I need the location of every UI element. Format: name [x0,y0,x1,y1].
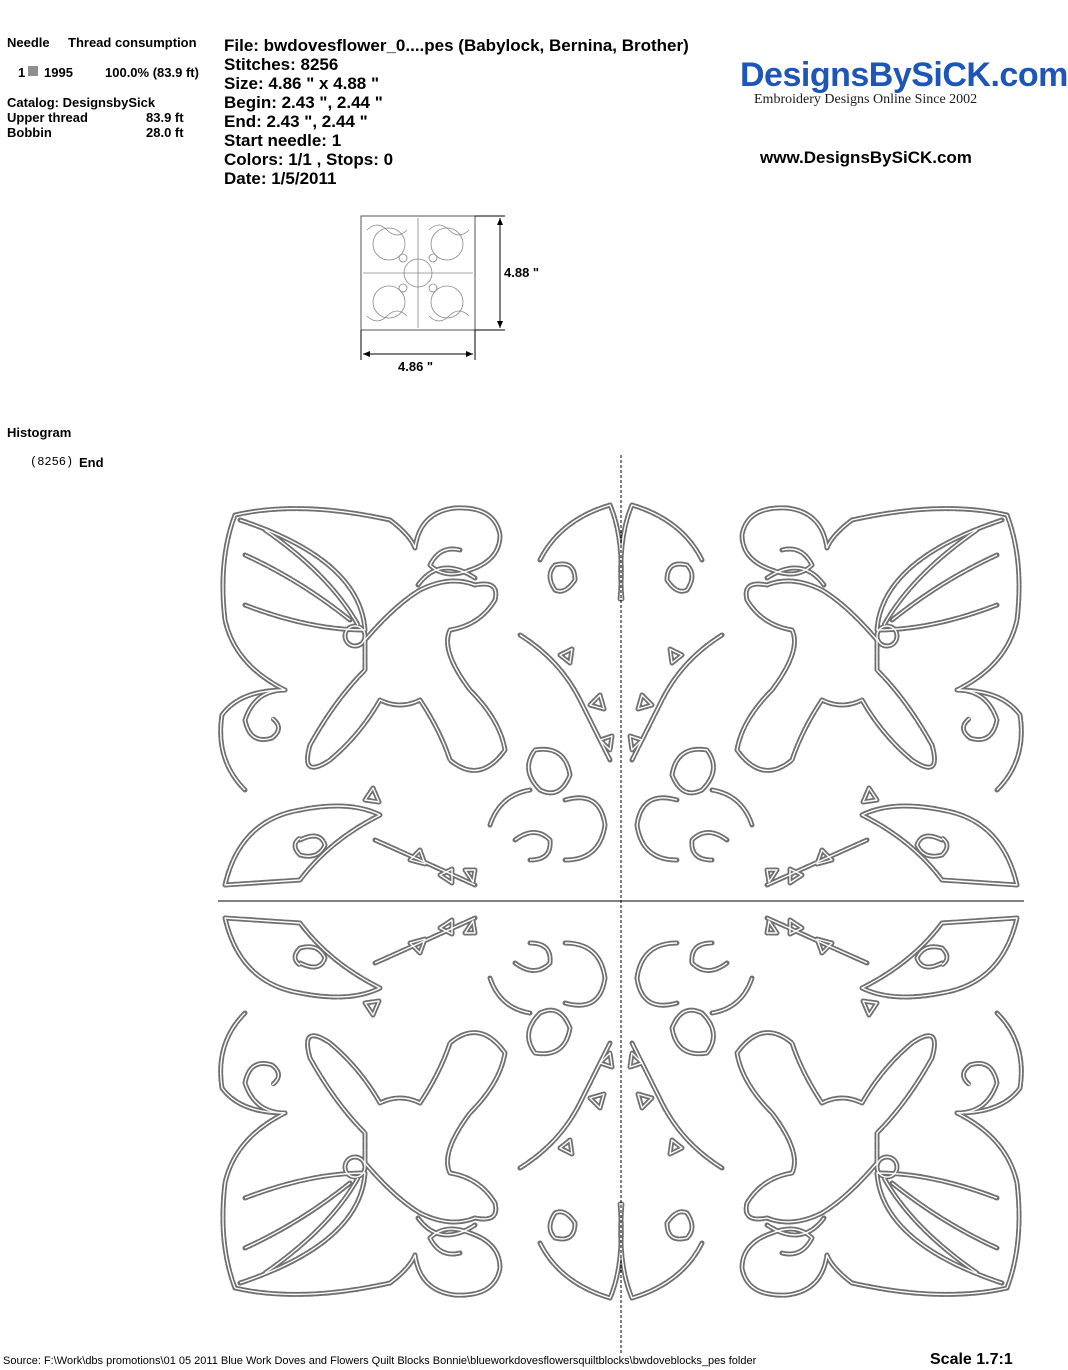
quadrant-top-right [621,505,1022,885]
thumbnail-height-label: 4.88 " [504,265,540,280]
bobbin-label: Bobbin [7,125,52,140]
design-thumbnail [355,210,555,380]
colors-stops: Colors: 1/1 , Stops: 0 [224,150,394,169]
website-link[interactable]: www.DesignsBySiCK.com [760,148,972,167]
quadrant-bottom-right [621,918,1022,1298]
stitch-count: Stitches: 8256 [224,55,339,74]
scale-label: Scale 1.7:1 [930,1351,1013,1368]
design-date: Date: 1/5/2011 [224,169,337,188]
quadrant-top-left [221,505,622,885]
begin-position: Begin: 2.43 ", 2.44 " [224,93,383,112]
end-position: End: 2.43 ", 2.44 " [224,112,368,131]
thread-code: 1995 [44,65,73,80]
histogram-end-label: End [79,455,104,470]
upper-thread-value: 83.9 ft [146,110,184,125]
thread-consumption-header: Thread consumption [68,35,197,50]
histogram-title: Histogram [7,425,72,440]
needle-number: 1 [18,65,26,80]
file-name: File: bwdovesflower_0....pes (Babylock, Bernina, Brother) [224,36,689,55]
brand-logo: DesignsBySiCK.com [740,56,1068,94]
thumbnail-width-label: 4.86 " [398,359,434,374]
thread-percent: 100.0% (83.9 ft) [105,65,199,80]
start-needle: Start needle: 1 [224,131,342,150]
upper-thread-label: Upper thread [7,110,88,125]
quadrant-bottom-left [221,918,622,1298]
design-size: Size: 4.86 " x 4.88 " [224,74,380,93]
source-path: Source: F:\Work\dbs promotions\01 05 2011 Blue Work Doves and Flowers Quilt Blocks Bonnie\blueworkdovesflowersquiltblocks\bwdoveblocks_pes folder [3,1355,757,1367]
brand-tagline: Embroidery Designs Online Since 2002 [754,92,978,107]
catalog-label: Catalog: DesignsbySick [7,95,156,110]
thread-color-swatch [28,66,38,76]
bobbin-value: 28.0 ft [146,125,184,140]
design-preview [0,450,1024,1355]
histogram-count: (8256) [30,455,74,469]
needle-header: Needle [7,35,50,50]
